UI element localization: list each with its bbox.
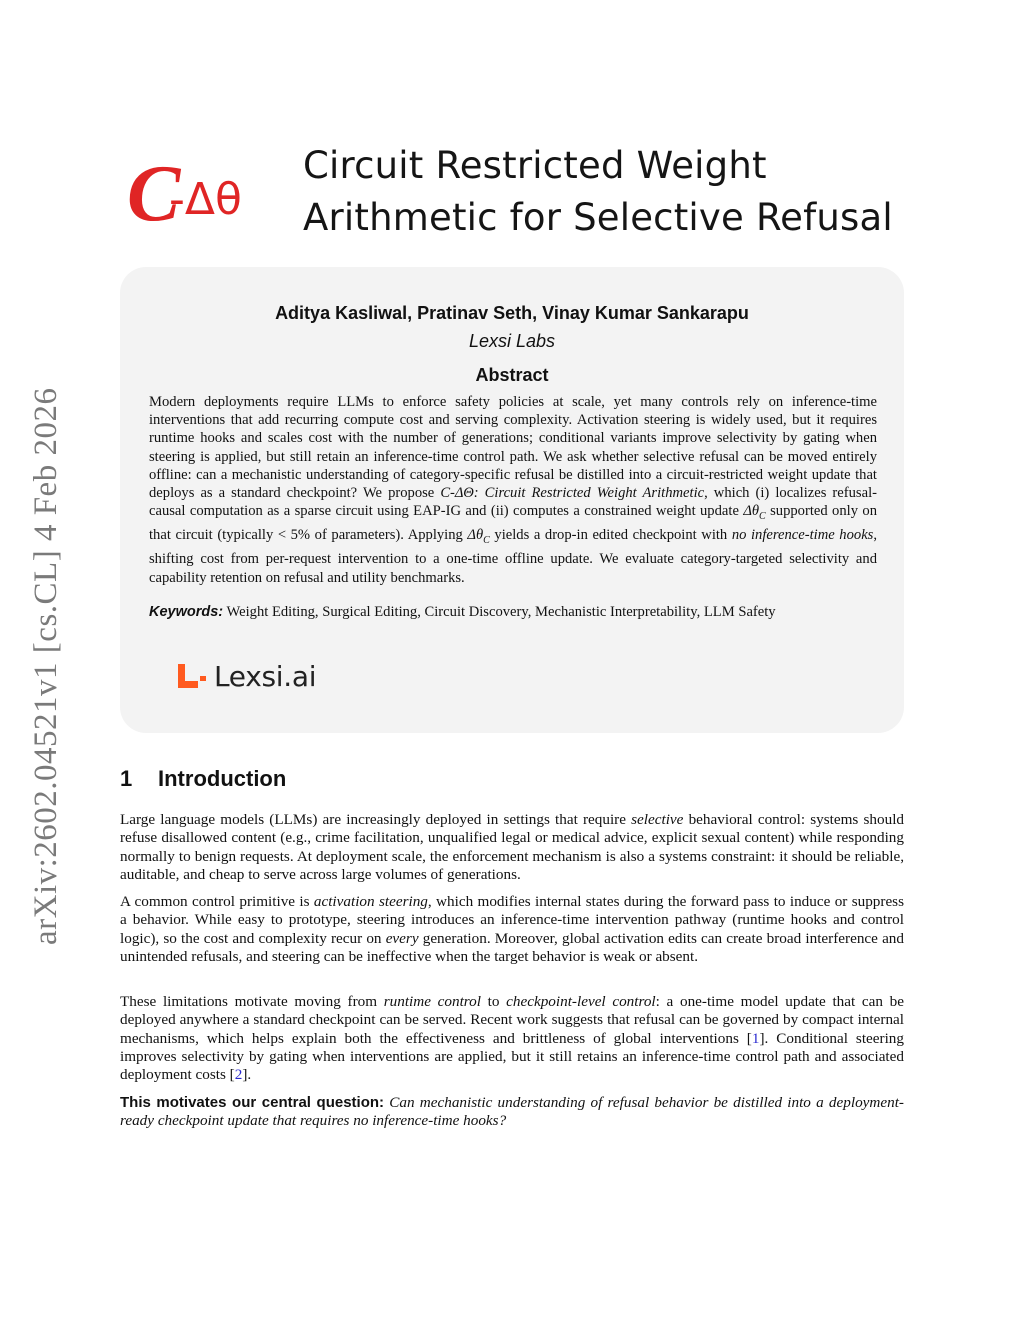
abstract-card bbox=[120, 267, 904, 733]
section-heading-introduction: 1 Introduction bbox=[120, 766, 287, 791]
lexsi-logo bbox=[176, 659, 316, 693]
c-delta-theta-logo bbox=[125, 148, 295, 238]
svg-text:C: C bbox=[127, 150, 181, 238]
intro-paragraph-2: A common control primitive is activation steering, which modifies internal states during the forward pass to induce or suppress a behavior. While easy to prototype, steering introduces an inference-time intervention pathway (runtime hooks and control logic), so the cost and complexity recur on every generation. Moreover, global activation edits can create broad interference and unintended refusals, and steering can be ineffective when the target behavior is weak or absent. bbox=[120, 893, 905, 965]
intro-paragraph-4 bbox=[120, 1094, 904, 1131]
intro-paragraph-3: These limitations motivate moving from runtime control to checkpoint-level control: a one-time model update that can be deployed anywhere a standard checkpoint can be served. Recent work suggests that refusal can be governed by compact internal mechanisms, which helps explain both the effectiveness and brittleness of global interventions [1]. Conditional steering improves selectivity by gating when interventions are applied, but it still retains an inference-time control path and associated deployment costs [2]. bbox=[120, 993, 904, 1084]
central-question: Can mechanistic understanding of refusal behavior be distilled into a deployment-ready checkpoint update that requires no inference-time hooks? bbox=[120, 1094, 904, 1130]
svg-text:-Δθ: -Δθ bbox=[169, 174, 242, 225]
abstract-text: Modern deployments require LLMs to enforce safety policies at scale, yet many controls rely on inference-time interventions that add recurring compute cost and serving complexity. Activation steering is widely used, but it requires runtime hooks and scales cost with the number of generations; conditional variants improve selectivity by gating when steering is applied, but still retain an inference-time control path. We ask whether selective refusal can be moved entirely offline: can a mechanistic understanding of category-specific refusal be distilled into a circuit-restricted weight update that deploys as a standard checkpoint? We propose C-ΔΘ: Circuit Restricted Weight Arithmetic, which (i) localizes refusal-causal computation as a sparse circuit using EAP-IG and (ii) computes a constrained weight update $\Delta\theta_C$ supported only on that circuit (typically < 5% of parameters). Applying $\Delta\theta_C$ yields a drop-in edited checkpoint with no inference-time hooks, shifting cost from per-request intervention to a one-time offline update. We evaluate category-targeted selectivity and capability retention on refusal and utility benchmarks. bbox=[149, 394, 878, 586]
citation-link-1[interactable]: 1 bbox=[751, 1029, 760, 1047]
keywords-line bbox=[149, 603, 889, 621]
keywords-list: Weight Editing, Surgical Editing, Circuit Discovery, Mechanistic Interpretability, LLM Safety bbox=[226, 604, 776, 620]
title-line-1: Circuit Restricted Weight bbox=[303, 144, 767, 187]
title-block bbox=[125, 140, 925, 250]
lexsi-mark-icon bbox=[176, 663, 208, 689]
abstract-heading: Abstract bbox=[475, 365, 549, 385]
affiliation: Lexsi Labs bbox=[468, 331, 556, 351]
citation-link-2[interactable]: 2 bbox=[234, 1066, 243, 1084]
paper-title bbox=[303, 140, 893, 244]
arxiv-identifier-stamp: arXiv:2602.04521v1 [cs.CL] 4 Feb 2026 bbox=[28, 387, 64, 945]
intro-paragraph-1: Large language models (LLMs) are increasingly deployed in settings that require selective behavioral control: systems should refuse disallowed content (e.g., crime facilitation, unqualified legal or medical advice, explicit sexual content) while responding normally to benign requests. At deployment scale, the enforcement mechanism is also a systems constraint: it should be reliable, auditable, and cheap to serve across large volumes of generations. bbox=[120, 811, 905, 883]
central-question-lead: This motivates our central question: bbox=[120, 1094, 385, 1111]
author-list: Aditya Kasliwal, Pratinav Seth, Vinay Kumar Sankarapu bbox=[275, 303, 749, 323]
title-line-2: Arithmetic for Selective Refusal bbox=[303, 196, 893, 239]
keywords-label: Keywords: bbox=[149, 604, 224, 620]
lexsi-logo-text: Lexsi.ai bbox=[214, 659, 317, 693]
